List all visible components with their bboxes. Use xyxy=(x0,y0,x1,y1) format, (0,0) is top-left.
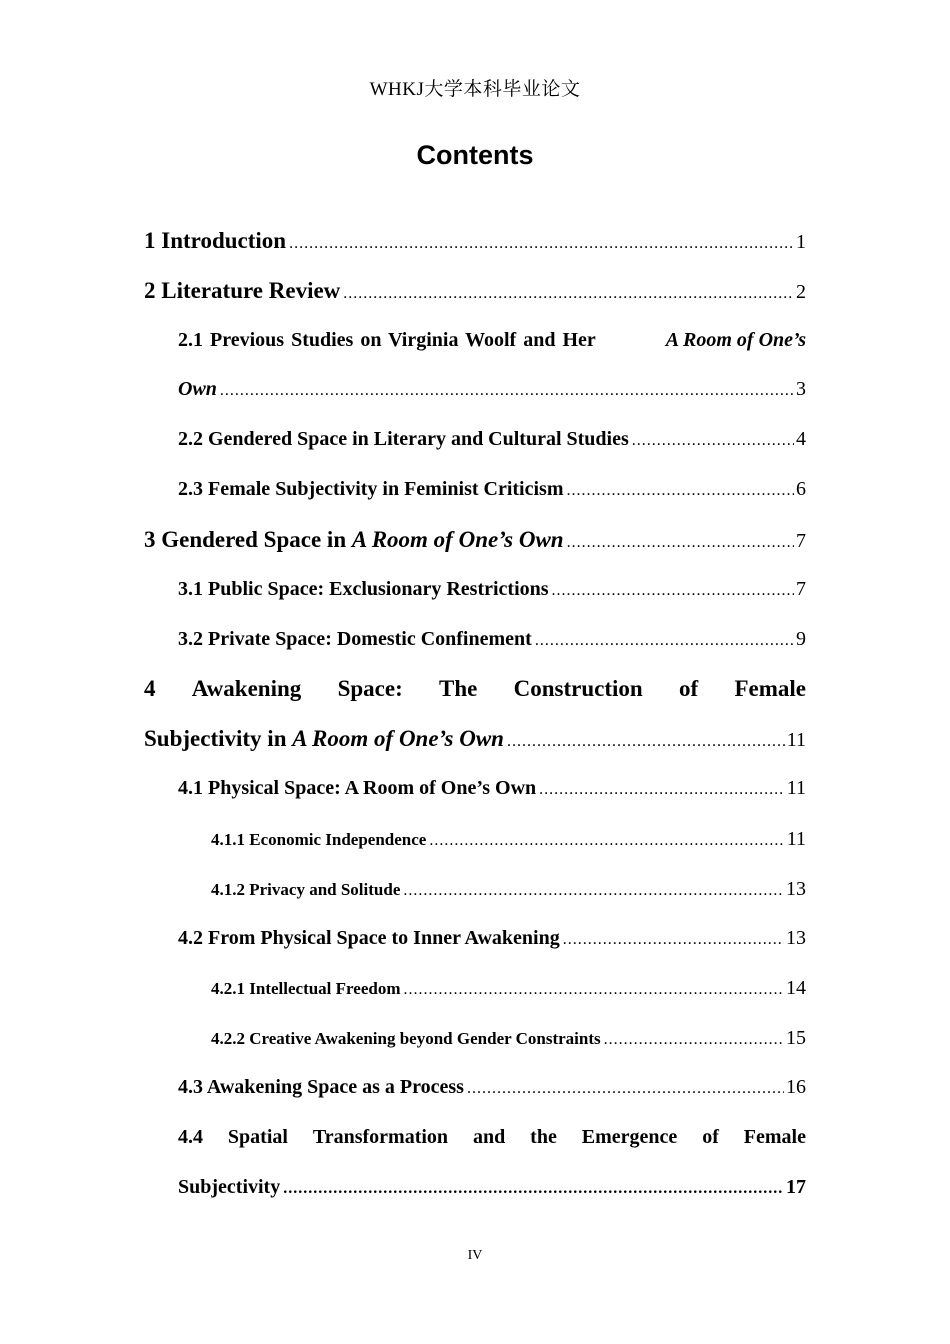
toc-entry-4-line1[interactable] xyxy=(144,676,806,702)
toc-page-number: 14 xyxy=(786,977,806,999)
toc-word: Emergence xyxy=(581,1126,678,1148)
toc-entry-4-4-line1[interactable] xyxy=(178,1126,806,1149)
toc-leader xyxy=(535,632,794,650)
toc-page-number: 2 xyxy=(796,281,806,303)
toc-leader xyxy=(539,781,785,799)
toc-entry-italic: A Room of One’s Own xyxy=(292,726,504,751)
toc-entry-label: 4.1 Physical Space: A Room of One’s Own xyxy=(178,777,537,799)
toc-entry-4-2[interactable] xyxy=(178,927,806,950)
toc-word: Awakening xyxy=(191,676,302,701)
toc-entry-label: 3 Gendered Space in xyxy=(144,527,347,552)
toc-word: 4 xyxy=(144,676,156,701)
toc-entry-2-3[interactable] xyxy=(178,478,806,501)
toc-entry-label: 4.1.1 Economic Independence xyxy=(211,830,427,849)
toc-page-number: 9 xyxy=(796,628,806,650)
toc-entry-label: 2.2 Gendered Space in Literary and Cultural Studies xyxy=(178,428,629,450)
toc-entry-4-3[interactable] xyxy=(178,1076,806,1099)
toc-leader xyxy=(567,482,795,500)
toc-page-number: 6 xyxy=(796,478,806,500)
toc-entry-italic: A Room of One’s xyxy=(665,329,806,351)
toc-leader xyxy=(507,733,785,751)
toc-entry-italic: Own xyxy=(178,378,217,400)
toc-leader xyxy=(552,582,794,600)
toc-entry-4-2-2[interactable] xyxy=(211,1027,806,1050)
toc-word: 4.4 xyxy=(178,1126,203,1148)
toc-page-number: 11 xyxy=(786,729,806,751)
toc-page-number: 11 xyxy=(786,828,806,850)
toc-entry-3-2[interactable] xyxy=(178,628,806,651)
toc-word: Transformation xyxy=(312,1126,449,1148)
toc-entry-2-2[interactable] xyxy=(178,428,806,451)
toc-page-number: 13 xyxy=(786,927,806,949)
toc-entry-2-1-line2[interactable] xyxy=(178,378,806,401)
toc-word: and xyxy=(472,1126,506,1148)
toc-entry-literature-review[interactable] xyxy=(144,278,806,304)
toc-leader xyxy=(343,285,794,303)
toc-leader xyxy=(632,432,794,450)
toc-word: The xyxy=(439,676,478,701)
page-number-footer: IV xyxy=(467,1248,483,1263)
toc-leader xyxy=(289,235,794,253)
toc-leader xyxy=(563,931,784,949)
toc-page-number: 11 xyxy=(786,777,806,799)
toc-page-number: 7 xyxy=(796,530,806,552)
toc-entry-label: Subjectivity xyxy=(178,1176,281,1198)
toc-entry-label: 4.2 From Physical Space to Inner Awakening xyxy=(178,927,560,949)
toc-entry-label: 4.2.1 Intellectual Freedom xyxy=(211,979,401,998)
toc-word: Spatial xyxy=(227,1126,288,1148)
toc-leader xyxy=(403,981,784,999)
toc-entry-4-1-2[interactable] xyxy=(211,878,806,901)
page-title: Contents xyxy=(416,140,534,170)
toc-word: Female xyxy=(743,1126,806,1148)
toc-entry-label: 3.2 Private Space: Domestic Confinement xyxy=(178,628,532,650)
toc-leader xyxy=(467,1080,784,1098)
toc-word: of xyxy=(702,1126,719,1148)
toc-leader xyxy=(567,534,794,552)
toc-entry-4-4-line2[interactable] xyxy=(178,1176,806,1199)
toc-entry-label: 2 Literature Review xyxy=(144,278,341,303)
toc-entry-label: Subjectivity in xyxy=(144,726,287,751)
toc-leader xyxy=(220,382,794,400)
toc-leader xyxy=(429,832,784,850)
toc-word: the xyxy=(530,1126,557,1148)
toc-word: Space: xyxy=(337,676,403,701)
toc-entry-3-1[interactable] xyxy=(178,578,806,601)
toc-word: Female xyxy=(734,676,806,701)
toc-entry-label: 2.3 Female Subjectivity in Feminist Criticism xyxy=(178,478,564,500)
toc-entry-3[interactable] xyxy=(144,527,806,553)
toc-leader xyxy=(283,1180,784,1198)
toc-entry-label: 4.1.2 Privacy and Solitude xyxy=(211,880,401,899)
toc-page-number: 17 xyxy=(786,1176,806,1198)
toc-entry-label: 1 Introduction xyxy=(144,228,287,253)
page-header: WHKJ大学本科毕业论文 xyxy=(369,79,581,100)
toc-leader xyxy=(604,1031,784,1049)
toc-page-number: 15 xyxy=(786,1027,806,1049)
toc-page-number: 16 xyxy=(786,1076,806,1098)
toc-word: of xyxy=(678,676,699,701)
toc-entry-2-1-line1[interactable] xyxy=(178,329,806,352)
toc-entry-label: 3.1 Public Space: Exclusionary Restrictions xyxy=(178,578,549,600)
toc-entry-introduction[interactable] xyxy=(144,228,806,254)
toc-page-number: 3 xyxy=(796,378,806,400)
toc-page-number: 4 xyxy=(796,428,806,450)
toc-entry-4-1[interactable] xyxy=(178,777,806,800)
toc-entry-4-1-1[interactable] xyxy=(211,828,806,851)
toc-entry-label: 2.1 Previous Studies on Virginia Woolf and Her xyxy=(178,329,596,351)
toc-page-number: 7 xyxy=(796,578,806,600)
toc-entry-4-2-1[interactable] xyxy=(211,977,806,1000)
toc-entry-italic: A Room of One’s Own xyxy=(351,527,564,552)
toc-page-number: 13 xyxy=(786,878,806,900)
toc-word: Construction xyxy=(513,676,643,701)
toc-page-number: 1 xyxy=(796,231,806,253)
toc-leader xyxy=(403,882,784,900)
toc-entry-label: 4.2.2 Creative Awakening beyond Gender Constraints xyxy=(211,1029,601,1048)
toc-entry-4-line2[interactable] xyxy=(144,726,806,752)
toc-entry-label: 4.3 Awakening Space as a Process xyxy=(178,1076,464,1098)
